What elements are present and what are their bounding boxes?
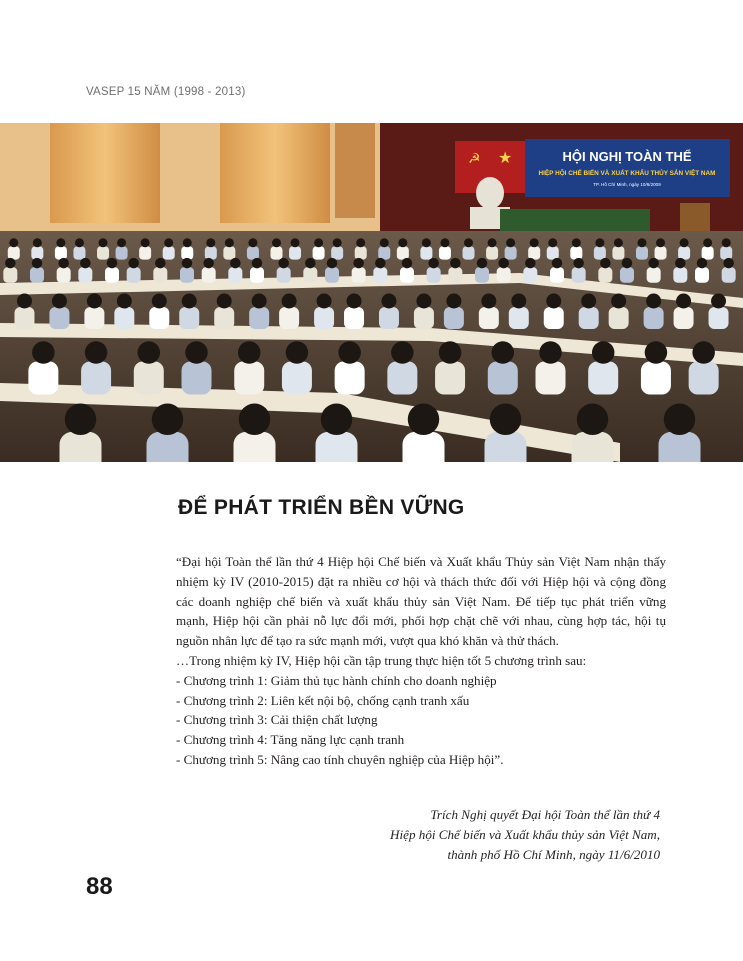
attendee-head — [252, 258, 263, 269]
attendee-head — [530, 238, 539, 247]
attendee-body — [695, 267, 709, 282]
attendee-head — [252, 294, 267, 309]
attendee-head — [573, 258, 584, 269]
attendee-body — [659, 432, 701, 462]
program-item: - Chương trình 3: Cải thiện chất lượng — [176, 712, 378, 728]
attendee-head — [17, 294, 32, 309]
attendee-body — [114, 307, 134, 329]
attendee-body — [313, 246, 325, 259]
attendee-head — [697, 258, 708, 269]
attendee-head — [138, 341, 161, 364]
attendee-head — [581, 294, 596, 309]
section-title: ĐỂ PHÁT TRIỂN BỀN VỮNG — [178, 496, 465, 519]
attendee-head — [428, 258, 439, 269]
attendee-head — [398, 238, 407, 247]
attendee-body — [202, 267, 216, 282]
attendee-body — [153, 267, 167, 282]
attendee-head — [648, 258, 659, 269]
source-line: thành phố Hồ Chí Minh, ngày 11/6/2010 — [447, 846, 660, 862]
podium — [680, 203, 710, 233]
attendee-head — [52, 294, 67, 309]
attendee-body — [234, 432, 276, 462]
attendee-body — [702, 246, 714, 259]
attendee-head — [248, 238, 257, 247]
attendee-head — [185, 341, 208, 364]
attendee-body — [379, 307, 399, 329]
attendee-head — [622, 258, 633, 269]
attendee-body — [331, 246, 343, 259]
attendee-head — [408, 404, 440, 436]
attendee-body — [3, 267, 17, 282]
attendee-head — [611, 294, 626, 309]
attendee-head — [637, 238, 646, 247]
program-item: - Chương trình 4: Tăng năng lực cạnh tranh — [176, 732, 405, 748]
attendee-body — [139, 246, 151, 259]
attendee-head — [391, 341, 414, 364]
quote-paragraph-2: …Trong nhiệm kỳ IV, Hiệp hội cần tập trung thực hiện tốt 5 chương trình sau: — [176, 652, 587, 668]
attendee-body — [486, 246, 498, 259]
attendee-body — [444, 307, 464, 329]
attendee-body — [223, 246, 235, 259]
attendee-head — [141, 238, 150, 247]
attendee-body — [570, 246, 582, 259]
attendee-body — [547, 246, 559, 259]
attendee-body — [479, 307, 499, 329]
attendee-body — [427, 267, 441, 282]
attendee-body — [325, 267, 339, 282]
conference-banner — [525, 139, 730, 197]
attendee-head — [182, 294, 197, 309]
attendee-body — [673, 267, 687, 282]
attendee-body — [73, 246, 85, 259]
attendee-body — [105, 267, 119, 282]
attendee-body — [316, 432, 358, 462]
attendee-head — [327, 258, 338, 269]
quote-paragraph-1: “Đại hội Toàn thể lần thứ 4 Hiệp hội Chế biến và Xuất khẩu Thủy sản Việt Nam nhận thấy nhiệm kỳ IV (2010-2015) đặt ra nhiều cơ hội và thách thức đối với Hiệp hội và cộng đồng các doanh nghiệp chế biến và xuất khẩu thủy sản Việt Nam. Để tiếp tục phát triển vững mạnh, Hiệp hội cần phải nỗ lực đổi mới, phối hợp chặt chẽ với nhau, cùng hợp tác, hội tụ nguồn nhân lực để tạo ra sức mạnh mới, vượt qua khó khăn và thử thách. — [176, 554, 666, 649]
attendee-head — [117, 294, 132, 309]
attendee-head — [525, 258, 536, 269]
attendee-body — [355, 246, 367, 259]
attendee-body — [303, 267, 317, 282]
attendee-head — [446, 294, 461, 309]
attendee-body — [55, 246, 67, 259]
attendee-body — [344, 307, 364, 329]
attendee-body — [116, 246, 128, 259]
attendee-body — [31, 246, 43, 259]
attendee-body — [414, 307, 434, 329]
attendee-body — [528, 246, 540, 259]
attendee-head — [291, 238, 300, 247]
attendee-body — [134, 362, 164, 395]
attendee-head — [440, 238, 449, 247]
attendee-head — [646, 294, 661, 309]
attendee-head — [490, 404, 522, 436]
attendee-head — [347, 294, 362, 309]
attendee-body — [373, 267, 387, 282]
attendee-body — [314, 307, 334, 329]
attendee-body — [678, 246, 690, 259]
attendee-head — [422, 238, 431, 247]
attendee-head — [282, 294, 297, 309]
attendee-head — [711, 294, 726, 309]
attendee-body — [598, 267, 612, 282]
attendee-head — [333, 238, 342, 247]
attendee-body — [28, 362, 58, 395]
attendee-head — [32, 258, 43, 269]
attendee-head — [381, 294, 396, 309]
attendee-body — [147, 432, 189, 462]
attendee-body — [620, 267, 634, 282]
attendee-body — [609, 307, 629, 329]
attendee-head — [117, 238, 126, 247]
conference-hall-illustration — [0, 123, 743, 462]
attendee-head — [278, 258, 289, 269]
bust-statue — [476, 177, 504, 209]
attendee-body — [647, 267, 661, 282]
attendee-head — [600, 258, 611, 269]
program-item: - Chương trình 2: Liên kết nội bộ, chống cạnh tranh xấu — [176, 692, 470, 708]
attendee-body — [572, 267, 586, 282]
attendee-body — [722, 267, 736, 282]
attendee-head — [238, 341, 261, 364]
attendee-head — [439, 341, 462, 364]
attendee-head — [75, 238, 84, 247]
attendee-body — [335, 362, 365, 395]
attendee-head — [464, 238, 473, 247]
attendee-head — [572, 238, 581, 247]
attendee-body — [249, 307, 269, 329]
attendee-body — [228, 267, 242, 282]
attendee-body — [636, 246, 648, 259]
resolution-quote — [176, 552, 666, 770]
attendee-head — [217, 294, 232, 309]
attendee-body — [387, 362, 417, 395]
attendee-head — [656, 238, 665, 247]
attendee-head — [182, 258, 193, 269]
attendee-head — [225, 238, 234, 247]
attendee-head — [511, 294, 526, 309]
attendee-head — [498, 258, 509, 269]
attendee-head — [692, 341, 715, 364]
attendee-body — [180, 267, 194, 282]
attendee-body — [352, 267, 366, 282]
attendee-head — [416, 294, 431, 309]
attendee-body — [435, 362, 465, 395]
attendee-head — [58, 258, 69, 269]
conference-photo — [0, 123, 743, 462]
attendee-head — [353, 258, 364, 269]
attendee-body — [277, 267, 291, 282]
programs-list — [176, 671, 666, 770]
attendee-body — [127, 267, 141, 282]
svg-text:★: ★ — [498, 148, 513, 167]
attendee-head — [85, 341, 108, 364]
attendee-head — [645, 341, 668, 364]
program-item: - Chương trình 5: Nâng cao tính chuyên nghiệp của Hiệp hội”. — [176, 751, 504, 767]
attendee-body — [270, 246, 282, 259]
attendee-body — [505, 246, 517, 259]
attendee-head — [488, 238, 497, 247]
source-line: Trích Nghị quyết Đại hội Toàn thể lần thứ 4 — [430, 807, 660, 822]
attendee-body — [439, 246, 451, 259]
attendee-body — [400, 267, 414, 282]
attendee-body — [594, 246, 606, 259]
attendee-head — [5, 258, 16, 269]
attendee-head — [206, 238, 215, 247]
attendee-body — [234, 362, 264, 395]
attendee-body — [181, 246, 193, 259]
attendee-body — [475, 267, 489, 282]
attendee-body — [84, 307, 104, 329]
attendee-head — [481, 294, 496, 309]
attendee-head — [33, 238, 42, 247]
attendee-body — [205, 246, 217, 259]
attendee-body — [279, 307, 299, 329]
attendee-head — [80, 258, 91, 269]
attendee-head — [338, 341, 361, 364]
attendee-body — [579, 307, 599, 329]
attendee-body — [403, 432, 445, 462]
attendee-head — [272, 238, 281, 247]
program-item: - Chương trình 1: Giảm thủ tục hành chính cho doanh nghiệp — [176, 672, 497, 688]
attendee-body — [14, 307, 34, 329]
attendee-head — [577, 404, 609, 436]
attendee-head — [203, 258, 214, 269]
attendee-head — [239, 404, 271, 436]
running-head: VASEP 15 NĂM (1998 - 2013) — [86, 86, 246, 98]
attendee-body — [8, 246, 20, 259]
attendee-head — [99, 238, 108, 247]
banner-subtitle: HIỆP HỘI CHẾ BIẾN VÀ XUẤT KHẨU THỦY SẢN VIỆT NAM — [538, 170, 716, 177]
attendee-head — [164, 238, 173, 247]
attendee-head — [506, 238, 515, 247]
attendee-body — [97, 246, 109, 259]
attendee-head — [592, 341, 615, 364]
attendee-head — [183, 238, 192, 247]
attendee-body — [536, 362, 566, 395]
attendee-head — [56, 238, 65, 247]
attendee-head — [595, 238, 604, 247]
attendee-head — [286, 341, 309, 364]
attendee-head — [539, 341, 562, 364]
attendee-body — [485, 432, 527, 462]
attendee-head — [9, 238, 18, 247]
attendee-body — [30, 267, 44, 282]
attendee-head — [87, 294, 102, 309]
attendee-body — [523, 267, 537, 282]
attendee-head — [375, 258, 386, 269]
banner-date: TP. Hồ Chí Minh, ngày 10/6/2009 — [593, 182, 661, 187]
attendee-head — [552, 258, 563, 269]
attendee-body — [674, 307, 694, 329]
attendee-body — [463, 246, 475, 259]
attendee-body — [641, 362, 671, 395]
attendee-head — [664, 404, 696, 436]
attendee-body — [81, 362, 111, 395]
attendee-body — [247, 246, 259, 259]
attendee-head — [402, 258, 413, 269]
attendee-body — [179, 307, 199, 329]
attendee-body — [282, 362, 312, 395]
attendee-body — [289, 246, 301, 259]
attendee-body — [488, 362, 518, 395]
attendee-body — [572, 432, 614, 462]
attendee-body — [448, 267, 462, 282]
attendee-body — [214, 307, 234, 329]
attendee-body — [60, 432, 102, 462]
attendee-head — [155, 258, 166, 269]
attendee-head — [546, 294, 561, 309]
attendee-head — [548, 238, 557, 247]
attendee-head — [305, 258, 316, 269]
attendee-body — [149, 307, 169, 329]
attendee-body — [689, 362, 719, 395]
attendee-head — [722, 238, 731, 247]
attendee-head — [450, 258, 461, 269]
quote-source — [300, 805, 660, 864]
attendee-head — [492, 341, 515, 364]
attendee-head — [32, 341, 55, 364]
attendee-body — [612, 246, 624, 259]
attendee-head — [107, 258, 118, 269]
attendee-body — [644, 307, 664, 329]
attendee-head — [675, 258, 686, 269]
banner-title: HỘI NGHỊ TOÀN THỂ — [562, 149, 692, 164]
attendee-body — [544, 307, 564, 329]
attendee-head — [152, 404, 184, 436]
attendee-head — [614, 238, 623, 247]
source-line: Hiệp hội Chế biến và Xuất khẩu thủy sản Việt Nam, — [390, 826, 660, 842]
attendee-body — [397, 246, 409, 259]
attendee-head — [321, 404, 353, 436]
attendee-body — [49, 307, 69, 329]
attendee-body — [720, 246, 732, 259]
attendee-head — [676, 294, 691, 309]
attendee-body — [182, 362, 212, 395]
attendee-body — [588, 362, 618, 395]
attendee-head — [703, 238, 712, 247]
attendee-head — [680, 238, 689, 247]
attendee-body — [78, 267, 92, 282]
attendee-head — [317, 294, 332, 309]
attendee-head — [314, 238, 323, 247]
attendee-body — [497, 267, 511, 282]
attendee-body — [509, 307, 529, 329]
attendee-body — [163, 246, 175, 259]
attendee-body — [57, 267, 71, 282]
attendee-body — [420, 246, 432, 259]
attendee-body — [709, 307, 729, 329]
attendee-head — [230, 258, 241, 269]
attendee-head — [380, 238, 389, 247]
attendee-head — [356, 238, 365, 247]
attendee-head — [723, 258, 734, 269]
attendee-body — [250, 267, 264, 282]
attendee-head — [65, 404, 97, 436]
attendee-body — [550, 267, 564, 282]
svg-text:☭: ☭ — [468, 151, 481, 167]
attendee-body — [378, 246, 390, 259]
attendee-body — [655, 246, 667, 259]
attendee-head — [477, 258, 488, 269]
page-number: 88 — [86, 873, 113, 900]
attendee-head — [152, 294, 167, 309]
attendee-head — [128, 258, 139, 269]
